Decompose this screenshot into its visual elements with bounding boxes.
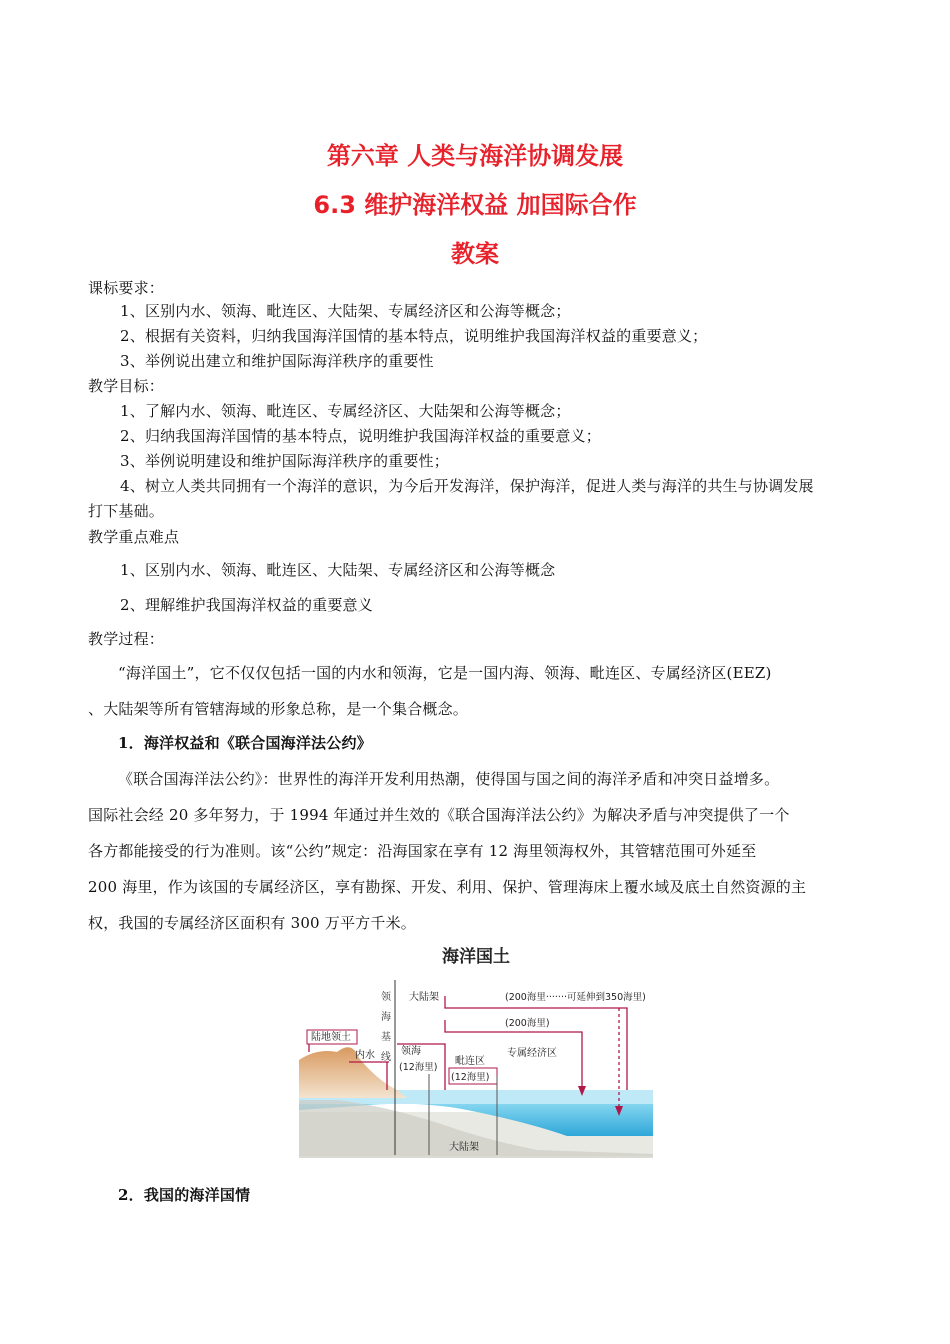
section1-paragraph-line: 200 海里，作为该国的专属经济区，享有勘探、开发、利用、保护、管理海床上覆水域及底土自然资源的主 bbox=[88, 878, 807, 896]
keypoints-item: 2、理解维护我国海洋权益的重要意义 bbox=[120, 596, 373, 614]
section1-paragraph-line: 国际社会经 20 多年努力，于 1994 年通过并生效的《联合国海洋法公约》为解决矛盾与冲突提供了一个 bbox=[88, 806, 790, 824]
goals-heading: 教学目标： bbox=[88, 377, 165, 395]
standards-heading: 课标要求： bbox=[88, 279, 165, 297]
process-heading: 教学过程： bbox=[88, 630, 165, 648]
doc-type-title: 教案 bbox=[451, 240, 499, 268]
eez-label: 专属经济区 bbox=[507, 1048, 557, 1059]
continental-shelf-label: 大陆架 bbox=[409, 992, 439, 1003]
goals-item: 2、归纳我国海洋国情的基本特点，说明维护我国海洋权益的重要意义； bbox=[120, 427, 601, 445]
contiguous-range-label: (12海里) bbox=[451, 1072, 490, 1083]
standards-item: 1、区别内水、领海、毗连区、大陆架、专属经济区和公海等概念； bbox=[120, 302, 571, 320]
territorial-sea-label: 领海 bbox=[401, 1046, 421, 1057]
section1-paragraph-line: 权，我国的专属经济区面积有 300 万平方千米。 bbox=[88, 914, 416, 932]
seabed-label: 大陆架 bbox=[449, 1142, 479, 1153]
section1-paragraph-line: 《联合国海洋法公约》：世界性的海洋开发利用热潮，使得国与国之间的海洋矛盾和冲突日益增多。 bbox=[118, 770, 780, 788]
goals-item: 3、举例说明建设和维护国际海洋秩序的重要性； bbox=[120, 452, 449, 470]
baseline-label: 领 海 基 线 bbox=[381, 992, 391, 1063]
goals-item: 4、树立人类共同拥有一个海洋的意识，为今后开发海洋，保护海洋，促进人类与海洋的共生与协调发展 bbox=[120, 477, 814, 495]
figure-title: 海洋国土 bbox=[442, 947, 510, 967]
section-title: 6.3 维护海洋权益 加国际合作 bbox=[313, 191, 637, 219]
maritime-territory-diagram bbox=[297, 940, 655, 1158]
land-label: 陆地领土 bbox=[311, 1032, 351, 1043]
section1-paragraph-line: 各方都能接受的行为准则。该“公约”规定：沿海国家在享有 12 海里领海权外，其管辖范围可外延至 bbox=[88, 842, 757, 860]
standards-item: 2、根据有关资料，归纳我国海洋国情的基本特点，说明维护我国海洋权益的重要意义； bbox=[120, 327, 708, 345]
section1-heading: 1．海洋权益和《联合国海洋法公约》 bbox=[118, 734, 372, 752]
process-intro-line: 、大陆架等所有管辖海域的形象总称，是一个集合概念。 bbox=[88, 700, 469, 718]
shelf-range-label: (200海里·······可延伸到350海里) bbox=[505, 992, 646, 1003]
goals-item-continuation: 打下基础。 bbox=[88, 502, 165, 520]
keypoints-item: 1、区别内水、领海、毗连区、大陆架、专属经济区和公海等概念 bbox=[120, 561, 556, 579]
eez-range-label: (200海里) bbox=[505, 1018, 550, 1029]
internal-waters-label: 内水 bbox=[355, 1050, 375, 1061]
standards-item: 3、举例说出建立和维护国际海洋秩序的重要性 bbox=[120, 352, 434, 370]
chapter-title: 第六章 人类与海洋协调发展 bbox=[326, 142, 624, 170]
section2-heading: 2．我国的海洋国情 bbox=[118, 1186, 251, 1204]
contiguous-zone-label: 毗连区 bbox=[455, 1056, 485, 1067]
process-intro-line: “海洋国土”，它不仅仅包括一国的内水和领海，它是一国内海、领海、毗连区、专属经济区(EEZ) bbox=[118, 664, 772, 682]
keypoints-heading: 教学重点难点 bbox=[88, 528, 180, 546]
territorial-range-label: (12海里) bbox=[399, 1062, 438, 1073]
goals-item: 1、了解内水、领海、毗连区、专属经济区、大陆架和公海等概念； bbox=[120, 402, 571, 420]
